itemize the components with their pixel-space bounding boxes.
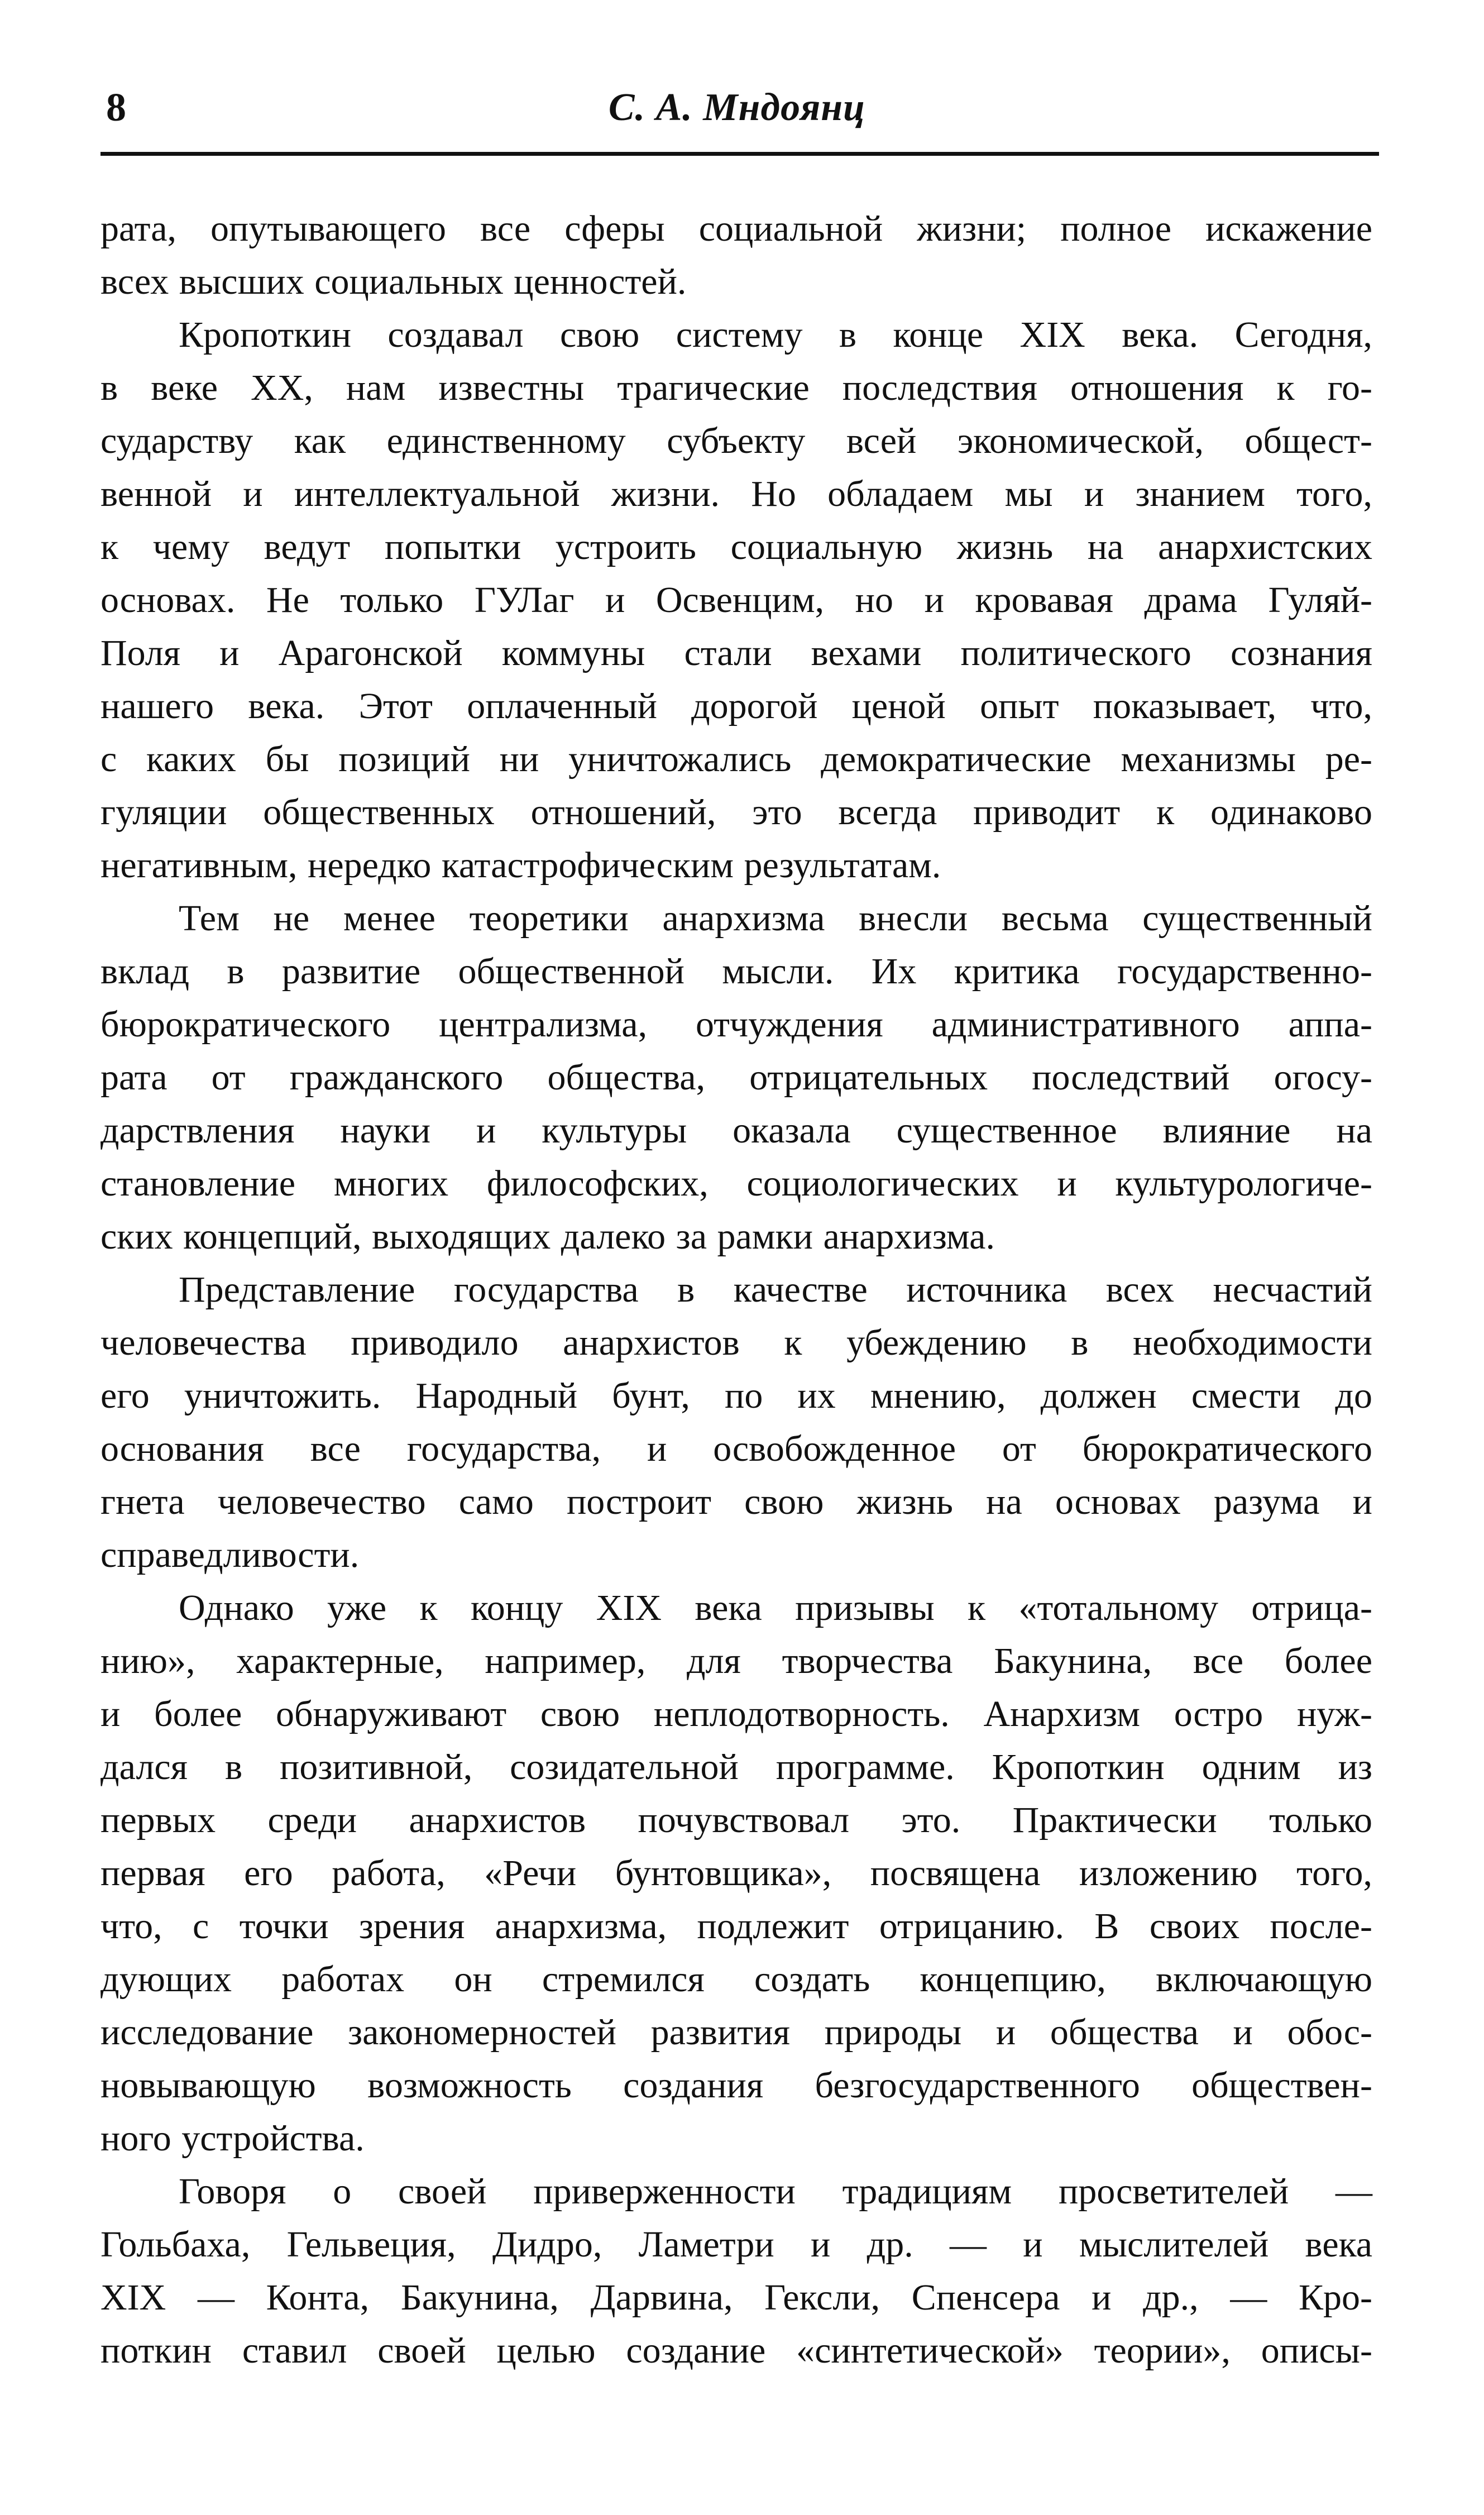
text-line: нию», характерные, например, для творчества Бакунина, все более bbox=[100, 1641, 1372, 1681]
text-line: первых среди анархистов почувствовал это. Практически только bbox=[100, 1800, 1372, 1840]
text-line: Тем не менее теоретики анархизма внесли весьма существенный bbox=[179, 898, 1372, 939]
text-line: вклад в развитие общественной мысли. Их критика государственно- bbox=[100, 951, 1372, 992]
text-line: и более обнаруживают свою неплодотворность. Анархизм остро нуж- bbox=[100, 1694, 1372, 1734]
text-line: дующих работах он стремился создать концепцию, включающую bbox=[100, 1959, 1372, 2000]
text-line: Гольбаха, Гельвеция, Дидро, Ламетри и др. — и мыслителей века bbox=[100, 2224, 1372, 2265]
text-line: к чему ведут попытки устроить социальную жизнь на анархистских bbox=[100, 527, 1372, 567]
text-line: дался в позитивной, созидательной программе. Кропоткин одним из bbox=[100, 1747, 1372, 1787]
header-rule bbox=[100, 152, 1379, 156]
text-line: гуляции общественных отношений, это всегда приводит к одинаково bbox=[100, 792, 1372, 833]
text-line: Поля и Арагонской коммуны стали вехами политического сознания bbox=[100, 633, 1372, 673]
text-line: рата от гражданского общества, отрицательных последствий огосу- bbox=[100, 1057, 1372, 1098]
text-line: поткин ставил своей целью создание «синтетической» теории», описы- bbox=[100, 2330, 1372, 2371]
text-line: справедливости. bbox=[100, 1534, 360, 1575]
text-line: ного устройства. bbox=[100, 2118, 365, 2159]
running-head-author: С. А. Мндоянц bbox=[608, 86, 866, 129]
text-line: негативным, нередко катастрофическим результатам. bbox=[100, 845, 941, 886]
paragraph bbox=[100, 1263, 1372, 1581]
paragraph bbox=[100, 202, 1372, 308]
text-line: человечества приводило анархистов к убеждению в необходимости bbox=[100, 1322, 1372, 1363]
text-line: основания все государства, и освобожденное от бюрократического bbox=[100, 1428, 1372, 1469]
text-line: нашего века. Этот оплаченный дорогой ценой опыт показывает, что, bbox=[100, 686, 1372, 726]
text-line: его уничтожить. Народный бунт, по их мнению, должен смести до bbox=[100, 1375, 1372, 1416]
text-line: исследование закономерностей развития природы и общества и обос- bbox=[100, 2012, 1372, 2053]
text-line: всех высших социальных ценностей. bbox=[100, 261, 687, 302]
text-line: бюрократического централизма, отчуждения административного аппа- bbox=[100, 1004, 1372, 1045]
text-line: что, с точки зрения анархизма, подлежит отрицанию. В своих после- bbox=[100, 1906, 1372, 1947]
text-line: Однако уже к концу XIX века призывы к «тотальному отрица- bbox=[179, 1588, 1372, 1628]
paragraph bbox=[100, 2165, 1372, 2377]
text-line: Говоря о своей приверженности традициям просветителей — bbox=[179, 2171, 1372, 2212]
text-line: первая его работа, «Речи бунтовщика», посвящена изложению того, bbox=[100, 1853, 1372, 1894]
text-line: основах. Не только ГУЛаг и Освенцим, но и кровавая драма Гуляй- bbox=[100, 580, 1372, 620]
paragraph bbox=[100, 892, 1372, 1263]
paragraph bbox=[100, 308, 1372, 892]
page-header bbox=[95, 84, 1379, 145]
text-line: ских концепций, выходящих далеко за рамки анархизма. bbox=[100, 1216, 995, 1257]
paragraph bbox=[100, 1581, 1372, 2165]
book-page bbox=[95, 0, 1379, 2515]
text-line: сударству как единственному субъекту всей экономической, общест- bbox=[100, 420, 1372, 461]
text-line: в веке XX, нам известны трагические последствия отношения к го- bbox=[100, 367, 1372, 408]
text-line: рата, опутывающего все сферы социальной жизни; полное искажение bbox=[100, 208, 1372, 249]
text-line: гнета человечество само построит свою жизнь на основах разума и bbox=[100, 1481, 1372, 1522]
text-line: XIX — Конта, Бакунина, Дарвина, Гексли, Спенсера и др., — Кро- bbox=[100, 2277, 1372, 2318]
text-line: Кропоткин создавал свою систему в конце XIX века. Сегодня, bbox=[179, 314, 1372, 355]
text-line: становление многих философских, социологических и культурологиче- bbox=[100, 1163, 1372, 1204]
text-line: Представление государства в качестве источника всех несчастий bbox=[179, 1269, 1372, 1310]
body-text bbox=[100, 202, 1372, 2377]
page-number: 8 bbox=[106, 85, 126, 130]
text-line: с каких бы позиций ни уничтожались демократические механизмы ре- bbox=[100, 739, 1372, 780]
text-line: венной и интеллектуальной жизни. Но обладаем мы и знанием того, bbox=[100, 474, 1372, 514]
text-line: новывающую возможность создания безгосударственного обществен- bbox=[100, 2065, 1372, 2106]
text-line: дарствления науки и культуры оказала существенное влияние на bbox=[100, 1110, 1372, 1151]
